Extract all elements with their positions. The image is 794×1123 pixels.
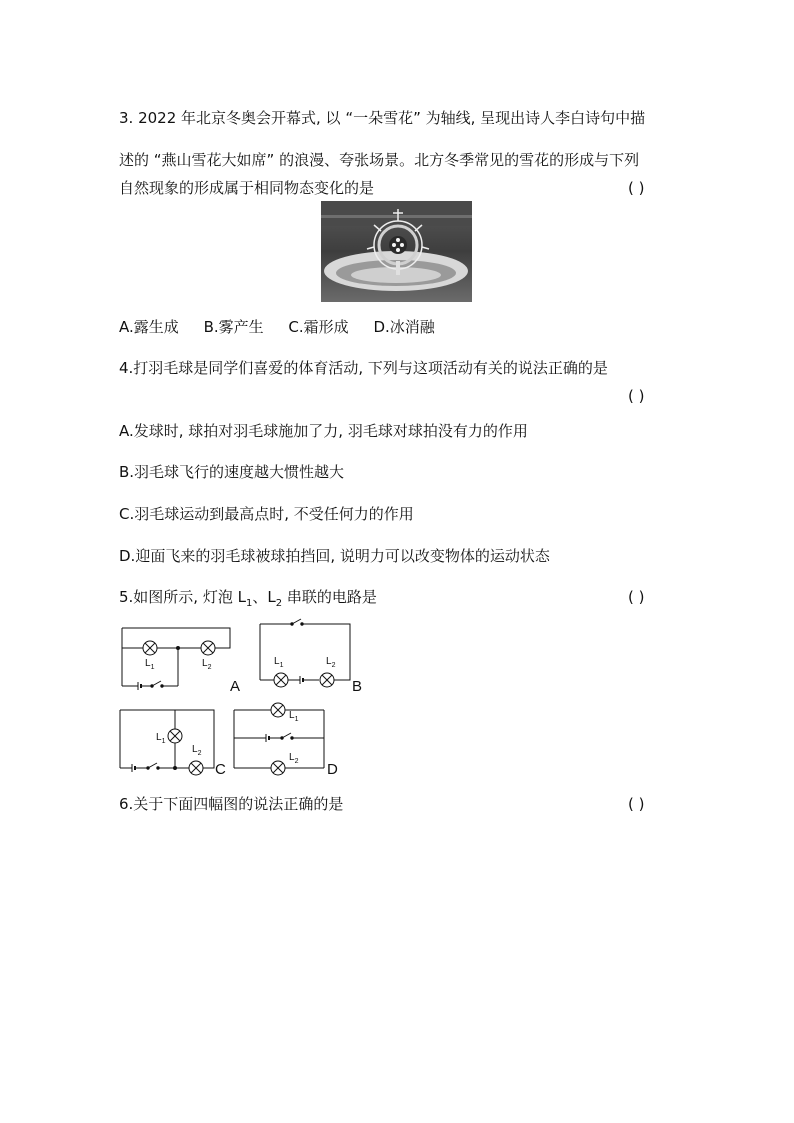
label-c-l1: $L_1$ <box>156 732 166 745</box>
q3-answer-paren: ( ) <box>628 179 645 197</box>
q4-answer-paren: ( ) <box>628 387 645 405</box>
label-c-l2: $L_2$ <box>192 744 202 757</box>
q3-line-2: 述的 “燕山雪花大如席” 的浪漫、夸张场景。北方冬季常见的雪花的形成与下列 <box>119 151 640 169</box>
q6-line-1: 6.关于下面四幅图的说法正确的是 <box>119 795 344 813</box>
q4-option-a[interactable]: A.发球时, 球拍对羽毛球施加了力, 羽毛球对球拍没有力的作用 <box>119 422 528 440</box>
q4-option-b[interactable]: B.羽毛球飞行的速度越大惯性越大 <box>119 463 345 481</box>
q3-option-a[interactable]: A.露生成 <box>119 318 179 336</box>
label-b-l1: $L_1$ <box>274 656 284 669</box>
q4-option-d[interactable]: D.迎面飞来的羽毛球被球拍挡回, 说明力可以改变物体的运动状态 <box>119 547 550 565</box>
q5-text-before: 5.如图所示, 灯泡 L <box>119 588 246 606</box>
circuit-a[interactable] <box>122 628 230 690</box>
q5-sub-1: 1 <box>245 598 253 609</box>
label-d-l1: $L_1$ <box>289 710 299 723</box>
q3-line-3: 自然现象的形成属于相同物态变化的是 <box>119 179 375 197</box>
label-d-l2: $L_2$ <box>289 752 299 765</box>
q3-options <box>119 317 455 337</box>
circuit-b[interactable] <box>260 619 350 687</box>
q3-option-b[interactable]: B.雾产生 <box>203 318 264 336</box>
q5-text-after: 串联的电路是 <box>282 588 377 606</box>
q3-line-1: 3. 2022 年北京冬奥会开幕式, 以 “一朵雪花” 为轴线, 呈现出诗人李白诗句中描 <box>119 109 646 127</box>
q5-stem <box>119 587 377 614</box>
q3-option-c[interactable]: C.霜形成 <box>288 318 349 336</box>
label-circuit-d: D <box>327 761 338 778</box>
q3-option-d[interactable]: D.冰消融 <box>373 318 435 336</box>
label-b-l2: $L_2$ <box>326 656 336 669</box>
circuit-d[interactable] <box>234 703 324 775</box>
label-circuit-b: B <box>352 678 363 695</box>
snowflake-torch-photo <box>321 201 472 302</box>
q5-sub-2: 2 <box>275 598 283 609</box>
label-circuit-c: C <box>215 761 226 778</box>
q5-text-mid: 、L <box>252 588 276 606</box>
circuit-diagrams <box>116 618 376 783</box>
label-a-l2: $L_2$ <box>202 658 212 671</box>
q6-answer-paren: ( ) <box>628 795 645 813</box>
label-circuit-a: A <box>230 678 241 695</box>
circuit-c[interactable] <box>120 710 214 775</box>
q4-option-c[interactable]: C.羽毛球运动到最高点时, 不受任何力的作用 <box>119 505 414 523</box>
q5-answer-paren: ( ) <box>628 588 645 606</box>
label-a-l1: $L_1$ <box>145 658 155 671</box>
q4-line-1: 4.打羽毛球是同学们喜爱的体育活动, 下列与这项活动有关的说法正确的是 <box>119 359 608 377</box>
